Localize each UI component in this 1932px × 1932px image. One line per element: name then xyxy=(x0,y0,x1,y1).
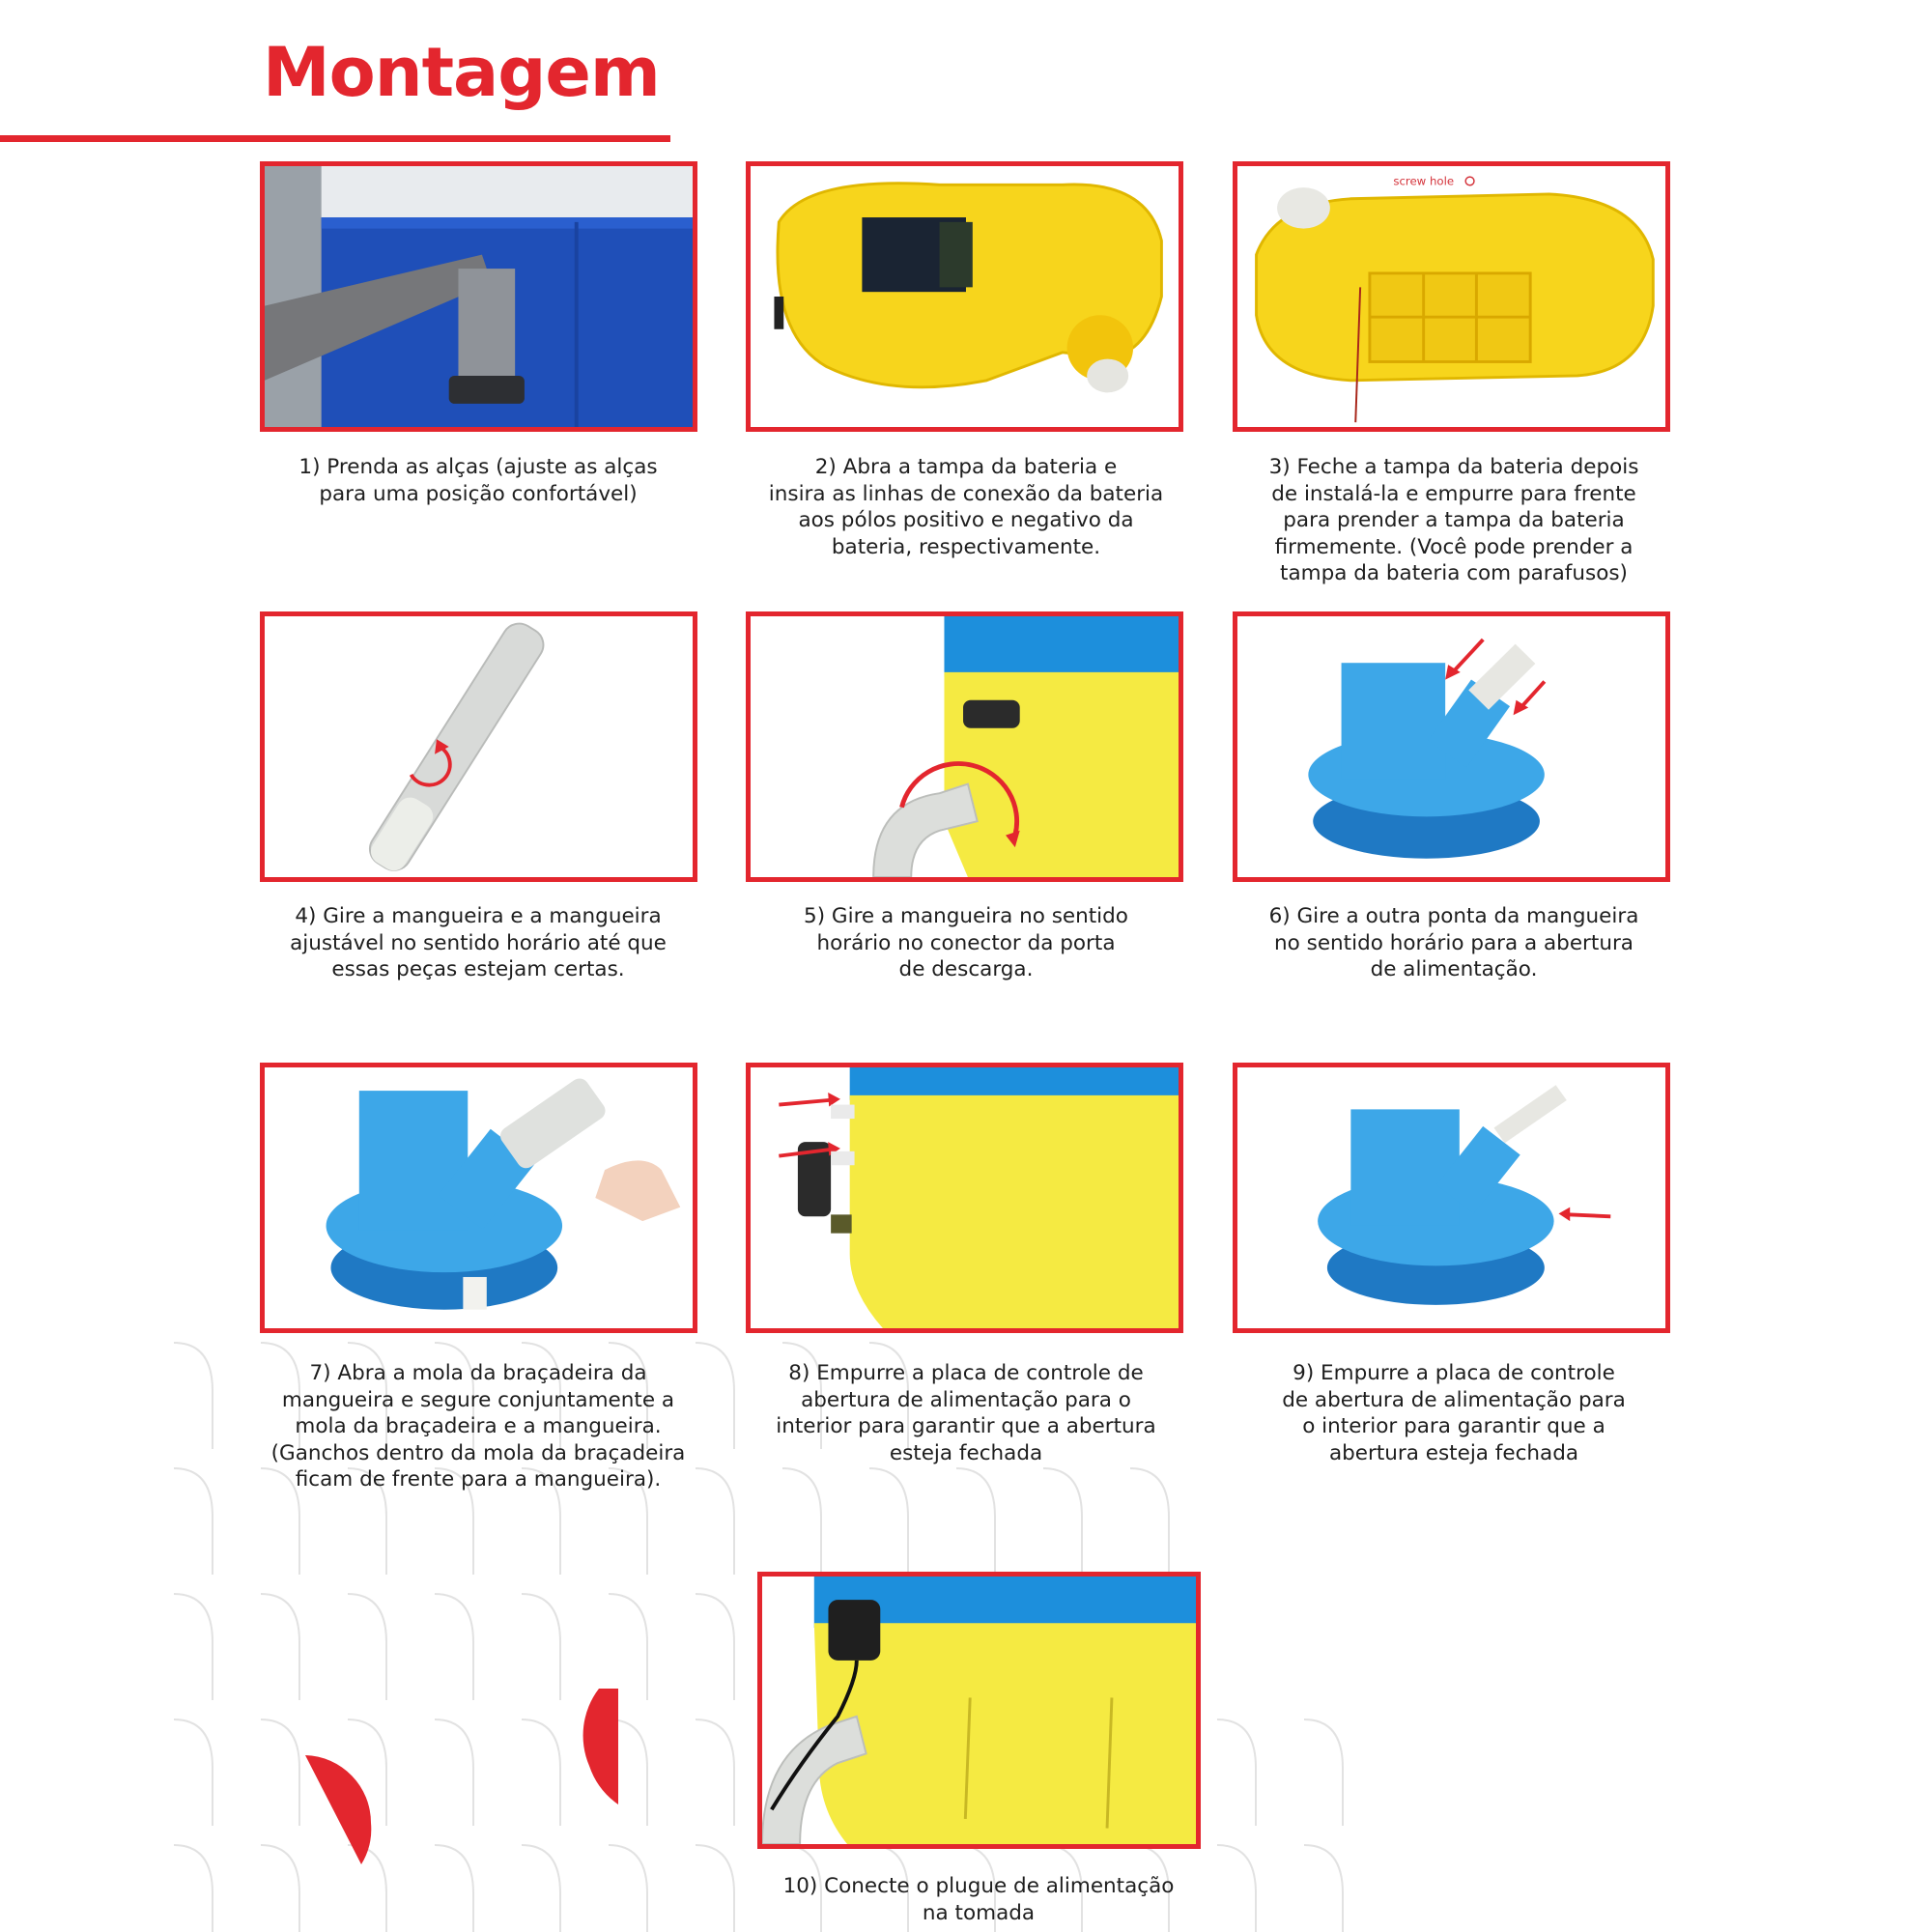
step-4-image xyxy=(260,611,697,882)
step-5-image xyxy=(746,611,1183,882)
step-7-caption: 7) Abra a mola da braçadeira da mangueira e segure conjuntamente a mola da braçadeira e a mangueira. (Ganchos dentro da mola da braçadeira ficam de frente para a mangueira). xyxy=(270,1361,686,1492)
step-6-caption: 6) Gire a outra ponta da mangueira no sentido horário para a abertura de alimentação. xyxy=(1268,904,1639,981)
step-4-caption: 4) Gire a mangueira e a mangueira ajustável no sentido horário até que essas peças estejam certas. xyxy=(290,904,667,981)
battery-cover-photo xyxy=(1237,166,1665,427)
power-plug-photo xyxy=(762,1577,1196,1844)
discharge-connector-photo xyxy=(751,616,1179,877)
step-7-image xyxy=(260,1063,697,1333)
step-3-caption: 3) Feche a tampa da bateria depois de instalá-la e empurre para frente para prender a tampa da bateria firmemente. (Você pode prender a tampa da bateria com parafusos) xyxy=(1268,455,1639,585)
step-9-caption: 9) Empurre a placa de controle de abertura de alimentação para o interior para garantir que a abertura esteja fechada xyxy=(1282,1361,1626,1465)
hose-clamp-photo xyxy=(265,1067,693,1328)
page-title: Montagem xyxy=(263,33,660,112)
step-10-image xyxy=(757,1572,1201,1849)
step-5-caption: 5) Gire a mangueira no sentido horário no conector da porta de descarga. xyxy=(804,904,1128,981)
step-8-caption: 8) Empurre a placa de controle de abertura de alimentação para o interior para garantir que a abertura esteja fechada xyxy=(776,1361,1156,1465)
title-underline xyxy=(0,135,670,142)
hose-rotate-photo xyxy=(265,616,693,877)
step-3-image xyxy=(1233,161,1670,432)
step-6-image xyxy=(1233,611,1670,882)
step-9-image xyxy=(1233,1063,1670,1333)
step-1-image xyxy=(260,161,697,432)
control-plate-photo xyxy=(751,1067,1179,1328)
step-10-caption: 10) Conecte o plugue de alimentação na tomada xyxy=(782,1874,1175,1925)
strap-buckle-photo xyxy=(265,166,693,427)
step-2-caption: 2) Abra a tampa da bateria e insira as linhas de conexão da bateria aos pólos positivo e negativo da bateria, respectivamente. xyxy=(768,455,1164,559)
feed-plate-photo xyxy=(1237,1067,1665,1328)
feed-opening-photo xyxy=(1237,616,1665,877)
step-1-caption: 1) Prenda as alças (ajuste as alças para uma posição confortável) xyxy=(298,455,658,506)
step-8-image xyxy=(746,1063,1183,1333)
step-2-image xyxy=(746,161,1183,432)
screw-hole-label: screw hole xyxy=(1393,174,1455,188)
battery-compartment-photo xyxy=(751,166,1179,427)
